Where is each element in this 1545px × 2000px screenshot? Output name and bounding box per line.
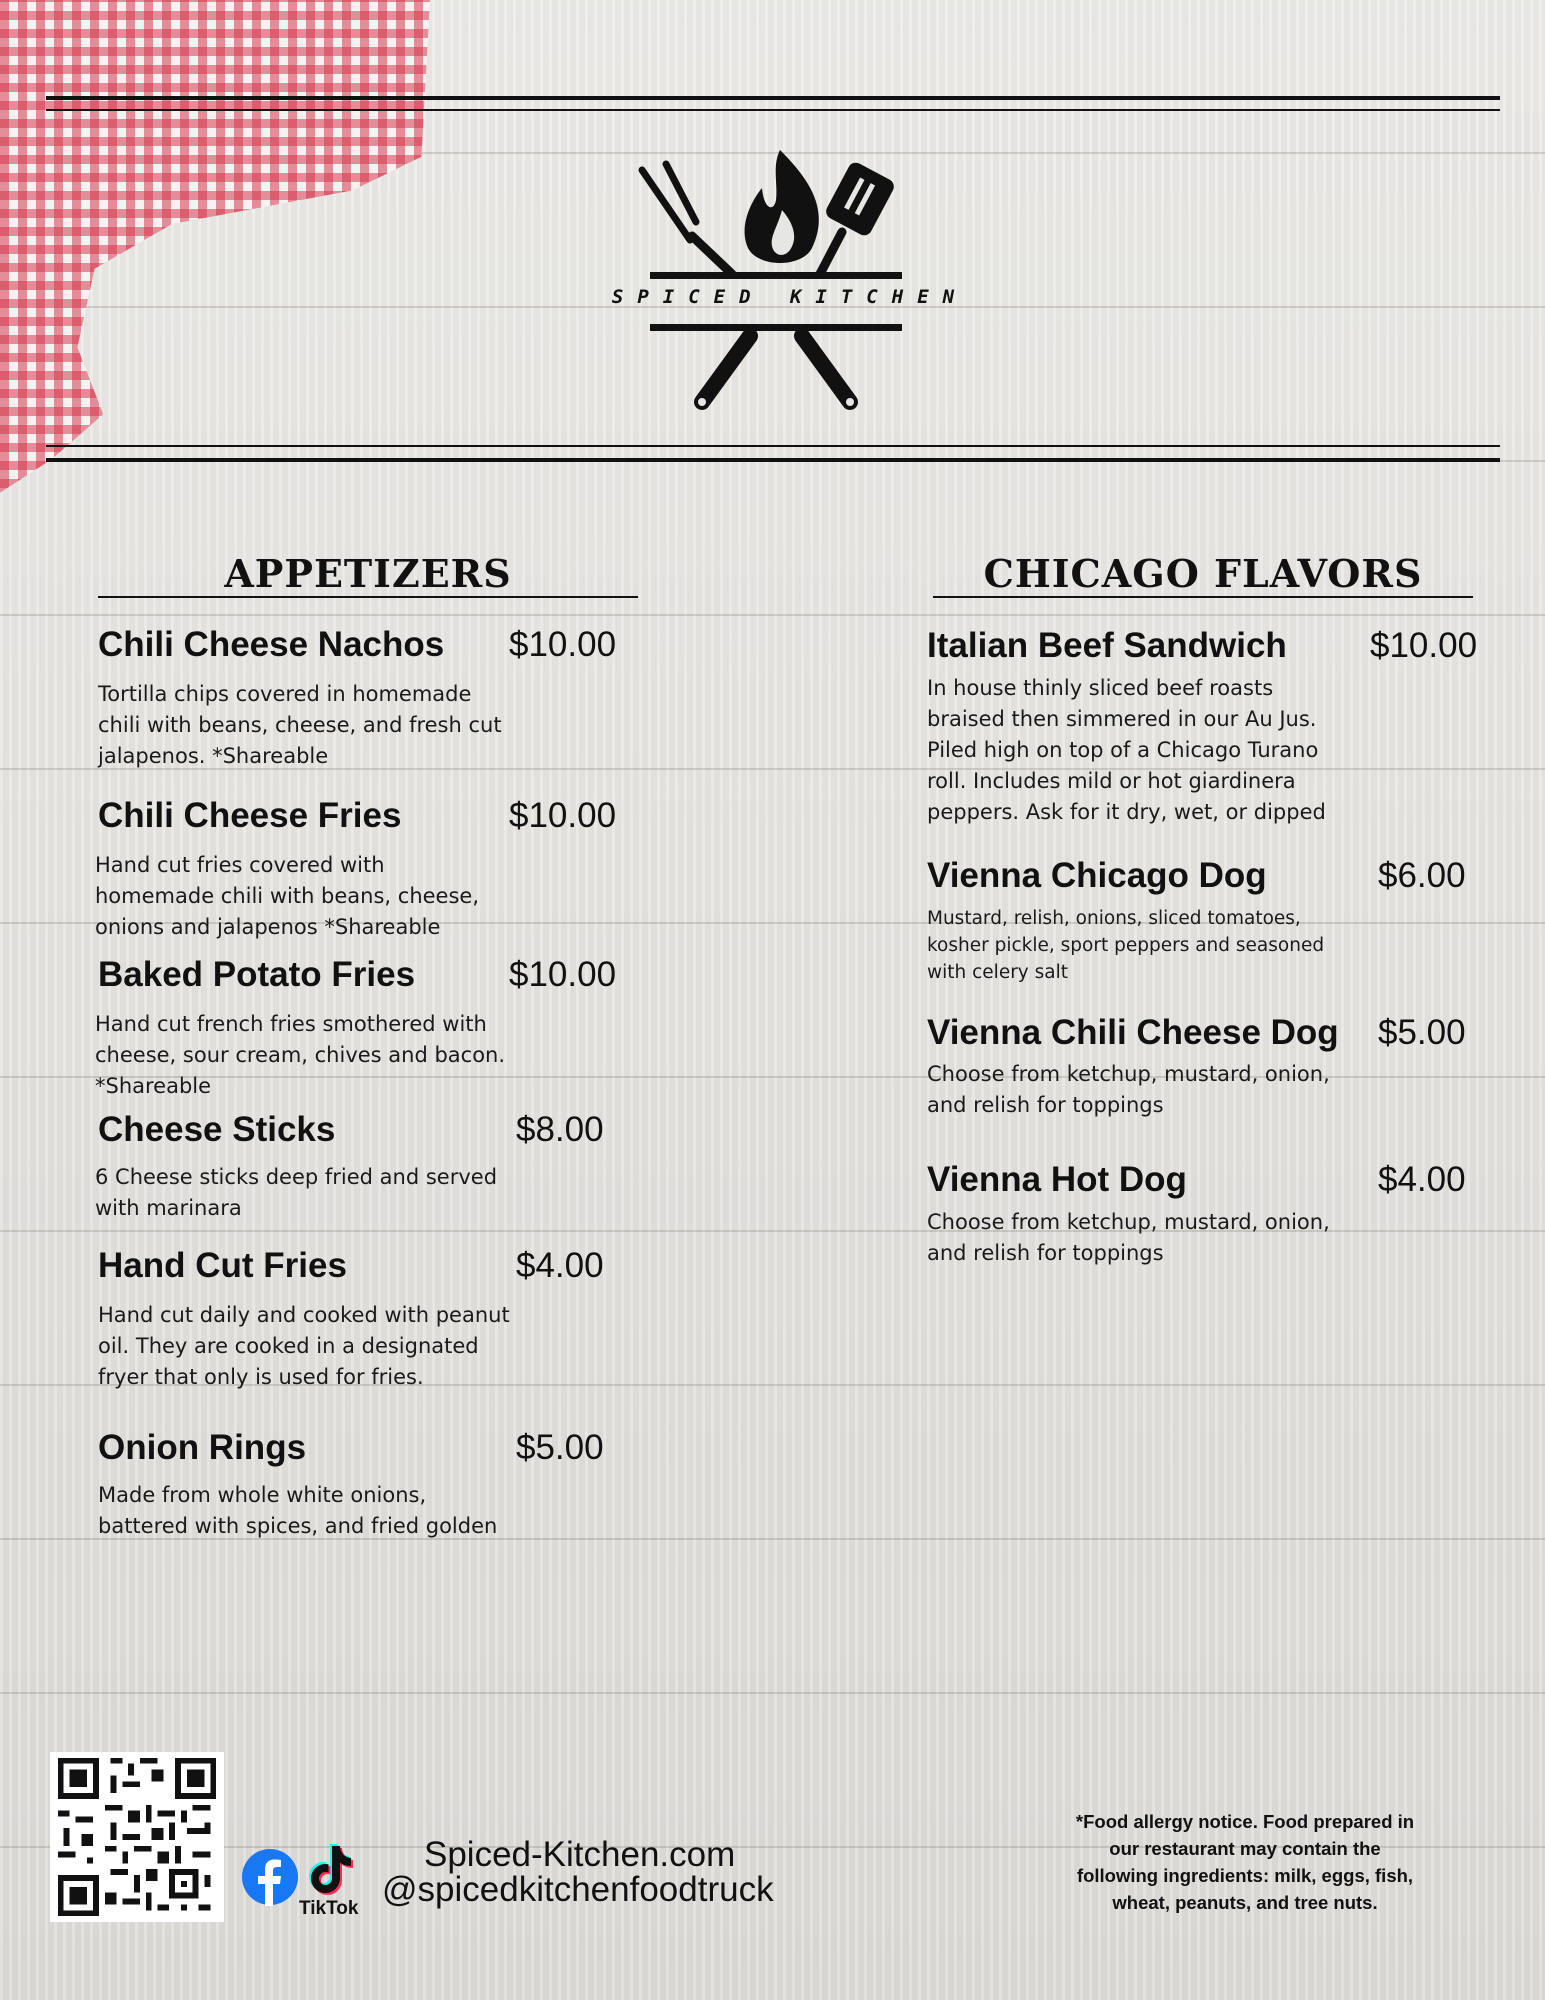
menu-item-price: $5.00 [516, 1428, 604, 1467]
menu-item-price: $4.00 [1378, 1160, 1466, 1199]
top-rule-thick [46, 96, 1500, 100]
menu-item-description: 6 Cheese sticks deep fried and served with marinara [95, 1165, 498, 1220]
website-link[interactable]: Spiced-Kitchen.com [424, 1835, 736, 1874]
facebook-icon[interactable] [241, 1848, 299, 1906]
chicago-flavors-underline [933, 596, 1473, 598]
brand-name: SPICED KITCHEN [611, 286, 969, 308]
menu-item-name: Chili Cheese Fries [98, 796, 402, 835]
menu-item-price: $6.00 [1378, 856, 1466, 895]
food-allergy-notice: *Food allergy notice. Food prepared in our restaurant may contain the following ingredients: milk, eggs, fish, wheat, peanuts, and tree nuts. [1075, 1811, 1415, 1913]
menu-item-name: Onion Rings [98, 1428, 307, 1467]
menu-item-description: Choose from ketchup, mustard, onion, and relish for toppings [927, 1210, 1330, 1265]
chicago-flavors-title: CHICAGO FLAVORS [983, 551, 1423, 596]
menu-item-name: Vienna Chicago Dog [927, 856, 1267, 895]
menu-item-price: $8.00 [516, 1110, 604, 1149]
menu-item-name: Italian Beef Sandwich [927, 626, 1287, 665]
menu-item-name: Vienna Chili Cheese Dog [927, 1013, 1339, 1052]
menu-item-name: Baked Potato Fries [98, 955, 416, 994]
menu-item-description: Hand cut daily and cooked with peanut oil. They are cooked in a designated fryer that only is used for fries. [98, 1303, 510, 1389]
menu-item-description: Hand cut french fries smothered with cheese, sour cream, chives and bacon. *Shareable [95, 1012, 506, 1098]
menu-item-description: Made from whole white onions, battered with spices, and fried golden [98, 1483, 498, 1538]
menu-item-price: $10.00 [509, 955, 617, 994]
appetizers-title: APPETIZERS [224, 551, 512, 596]
menu-item-description: Hand cut fries covered with homemade chili with beans, cheese, onions and jalapenos *Shareable [95, 853, 479, 939]
menu-item-price: $4.00 [516, 1246, 604, 1285]
menu-item-description: In house thinly sliced beef roasts braised then simmered in our Au Jus. Piled high on top of a Chicago Turano roll. Includes mild or hot giardinera peppers. Ask for it dry, wet, or dipped [927, 676, 1326, 824]
qr-code-icon[interactable] [50, 1752, 224, 1922]
appetizers-underline [98, 596, 638, 598]
tiktok-icon[interactable] [305, 1840, 355, 1900]
menu-item-description: Choose from ketchup, mustard, onion, and relish for toppings [927, 1062, 1330, 1117]
menu-item-name: Hand Cut Fries [98, 1246, 347, 1285]
menu-item-price: $5.00 [1378, 1013, 1466, 1052]
menu-item-name: Vienna Hot Dog [927, 1160, 1187, 1199]
tiktok-label: TikTok [299, 1898, 359, 1919]
menu-item-name: Cheese Sticks [98, 1110, 336, 1149]
menu-item-name: Chili Cheese Nachos [98, 625, 445, 664]
gingham-tablecloth [0, 0, 430, 560]
menu-item-price: $10.00 [1370, 626, 1478, 665]
grill-tools-flame-logo [580, 140, 1000, 420]
menu-item-price: $10.00 [509, 796, 617, 835]
top-rule-thin [46, 109, 1500, 111]
menu-item-description: Tortilla chips covered in homemade chili with beans, cheese, and fresh cut jalapenos. *Shareable [98, 682, 502, 768]
social-handle[interactable]: @spicedkitchenfoodtruck [382, 1870, 774, 1909]
menu-item-price: $10.00 [509, 625, 617, 664]
bottom-rule-thin [46, 445, 1500, 447]
bottom-rule-thick [46, 458, 1500, 462]
menu-item-description: Mustard, relish, onions, sliced tomatoes, kosher pickle, sport peppers and seasoned with celery salt [927, 908, 1325, 983]
